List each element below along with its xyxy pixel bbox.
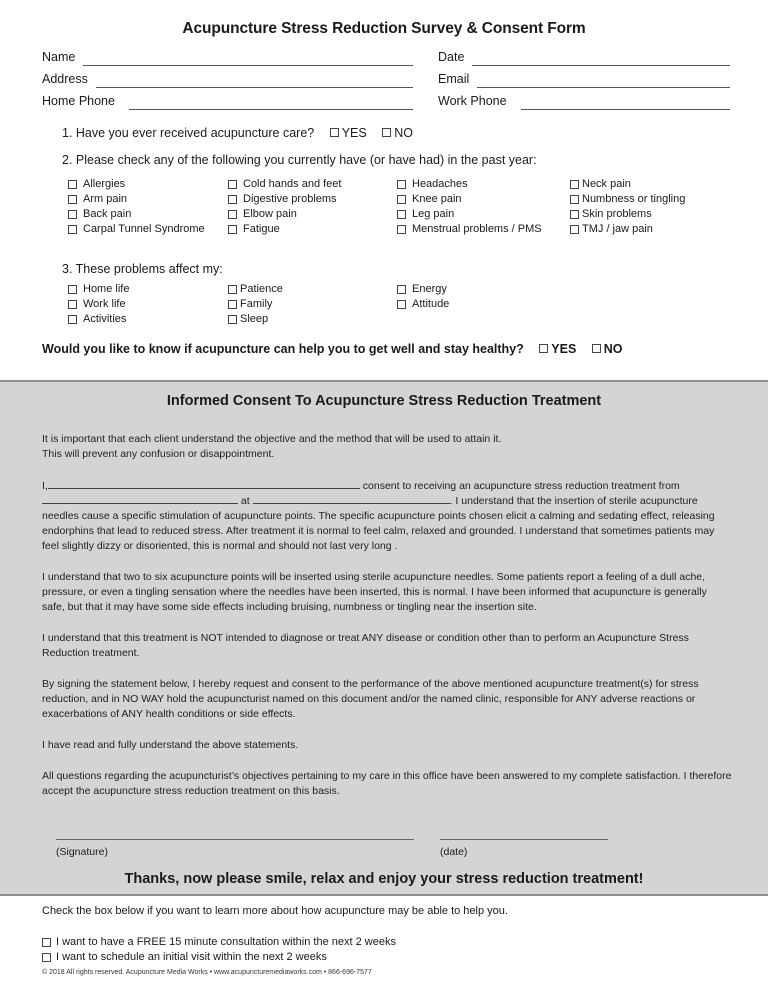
option-label: Fatigue xyxy=(243,223,280,235)
q3-option-patience[interactable] xyxy=(228,282,283,297)
signature-label: (Signature) xyxy=(56,846,108,858)
checkbox-icon[interactable] xyxy=(228,285,237,294)
checkbox-icon[interactable] xyxy=(397,300,406,309)
q2-option-back-pain[interactable] xyxy=(68,207,205,222)
q2-option-cold-hands[interactable] xyxy=(228,177,341,192)
option-label: Energy xyxy=(412,283,447,295)
checkbox-icon[interactable] xyxy=(68,315,77,324)
option-label: Attitude xyxy=(412,298,450,310)
date-input-line[interactable] xyxy=(472,52,730,66)
option-label: Arm pain xyxy=(83,193,128,205)
email-input-line[interactable] xyxy=(477,74,730,88)
q2-option-arm-pain[interactable] xyxy=(68,192,205,207)
q3-option-sleep[interactable] xyxy=(228,312,283,327)
free-consultation-option[interactable] xyxy=(42,936,396,948)
checkbox-icon[interactable] xyxy=(570,225,579,234)
q2-option-knee-pain[interactable] xyxy=(397,192,542,207)
intro-line-2: This will prevent any confusion or disappointment. xyxy=(42,448,275,460)
consent-paragraph-3: I understand that this treatment is NOT intended to diagnose or treat ANY disease or condition other than to perform an Acupuncture Stress Reduction treatment. xyxy=(42,632,689,659)
q3-column-1 xyxy=(68,282,129,327)
q3-option-activities[interactable] xyxy=(68,312,129,327)
checkbox-icon[interactable] xyxy=(68,300,77,309)
checkbox-icon[interactable] xyxy=(228,225,237,234)
email-label: Email xyxy=(438,72,470,86)
copyright-footer: © 2018 All rights reserved. Acupuncture Media Works • www.acupuncturemediaworks.com • 866-696-7577 xyxy=(42,969,372,976)
checkbox-icon[interactable] xyxy=(68,285,77,294)
yes-label: YES xyxy=(551,342,577,356)
address-label: Address xyxy=(42,72,88,86)
option-label: Numbness or tingling xyxy=(582,193,686,205)
home-phone-field[interactable] xyxy=(42,94,413,108)
checkbox-icon[interactable] xyxy=(68,180,77,189)
q3-option-work-life[interactable] xyxy=(68,297,129,312)
name-label: Name xyxy=(42,50,76,64)
consent-title: Informed Consent To Acupuncture Stress Reduction Treatment xyxy=(166,393,602,409)
q2-option-allergies[interactable] xyxy=(68,177,205,192)
q2-option-neck-pain[interactable] xyxy=(570,177,685,192)
option-label: Knee pain xyxy=(412,193,462,205)
checkbox-icon[interactable] xyxy=(68,195,77,204)
name-field[interactable] xyxy=(42,50,413,64)
info-row-1 xyxy=(0,50,768,70)
q2-option-fatigue[interactable] xyxy=(228,222,341,237)
question-2-options xyxy=(68,177,748,239)
date-label: Date xyxy=(438,50,465,64)
acupuncturist-name-blank[interactable] xyxy=(42,494,238,504)
work-phone-label: Work Phone xyxy=(438,94,507,108)
checkbox-icon[interactable] xyxy=(382,128,391,137)
question-1-yes[interactable] xyxy=(330,126,367,140)
option-label: Patience xyxy=(240,283,283,295)
signature-date-line[interactable] xyxy=(440,839,608,840)
checkbox-icon[interactable] xyxy=(570,210,579,219)
option-label: Skin problems xyxy=(582,208,652,220)
option-label: TMJ / jaw pain xyxy=(582,223,653,235)
consent-section xyxy=(0,380,768,896)
checkbox-icon[interactable] xyxy=(397,210,406,219)
date-field[interactable] xyxy=(438,50,730,64)
p1-mid: consent to receiving an acupuncture stress reduction treatment from xyxy=(359,480,680,492)
q2-column-2 xyxy=(228,177,341,237)
checkbox-icon[interactable] xyxy=(228,300,237,309)
info-row-3 xyxy=(0,94,768,114)
question-4-text: Would you like to know if acupuncture can help you to get well and stay healthy? xyxy=(42,342,524,356)
thanks-message: Thanks, now please smile, relax and enjoy your stress reduction treatment! xyxy=(124,871,644,887)
option-label: Activities xyxy=(83,313,127,325)
checkbox-icon[interactable] xyxy=(539,344,548,353)
option-label: Home life xyxy=(83,283,130,295)
signature-line[interactable] xyxy=(56,839,414,840)
consent-paragraph-4: By signing the statement below, I hereby request and consent to the performance of the above mentioned acupuncture treatment(s) for stress reduction, and in NO WAY hold the acupuncturist named on this document and/or the named clinic, responsible for ANY adverse reactions or exacerbations of ANY health conditions or side effects. xyxy=(42,678,699,720)
p1-rest: . I understand that the insertion of sterile acupuncture needles cause a specific stimulation of acupuncture points. The specific acupuncture points chosen elicit a calming and sedating effect, releasing endorphins that lead to reduced stress. After treatment it is normal to feel calm, relaxed and grounded. I understand that sometimes patients may feel slightly dizzy or disoriented, this is normal and should not last very long . xyxy=(42,495,715,552)
q2-column-1 xyxy=(68,177,205,237)
name-input-line[interactable] xyxy=(83,52,413,66)
checkbox-icon[interactable] xyxy=(397,180,406,189)
question-2-text: 2. Please check any of the following you currently have (or have had) in the past year: xyxy=(62,153,537,167)
q2-option-carpal-tunnel[interactable] xyxy=(68,222,205,237)
checkbox-icon[interactable] xyxy=(592,344,601,353)
option-label: I want to have a FREE 15 minute consultation within the next 2 weeks xyxy=(56,936,396,948)
option-label: Cold hands and feet xyxy=(243,178,342,190)
checkbox-icon[interactable] xyxy=(570,195,579,204)
checkbox-icon[interactable] xyxy=(68,210,77,219)
checkbox-icon[interactable] xyxy=(68,225,77,234)
address-field[interactable] xyxy=(42,72,413,86)
option-label: I want to schedule an initial visit within the next 2 weeks xyxy=(56,951,327,963)
q2-option-leg-pain[interactable] xyxy=(397,207,542,222)
home-phone-label: Home Phone xyxy=(42,94,115,108)
q3-column-2 xyxy=(228,282,283,327)
home-phone-input-line[interactable] xyxy=(129,96,413,110)
checkbox-icon[interactable] xyxy=(228,180,237,189)
question-1 xyxy=(62,126,413,140)
checkbox-icon[interactable] xyxy=(228,195,237,204)
question-4-yes[interactable] xyxy=(539,342,576,356)
initial-visit-option[interactable] xyxy=(42,951,327,963)
checkbox-icon[interactable] xyxy=(397,195,406,204)
consent-paragraph-1 xyxy=(42,479,732,554)
option-label: Digestive problems xyxy=(243,193,337,205)
q3-option-home-life[interactable] xyxy=(68,282,129,297)
option-label: Carpal Tunnel Syndrome xyxy=(83,223,205,235)
yes-label: YES xyxy=(341,126,367,140)
q2-column-4 xyxy=(570,177,685,237)
checkbox-icon[interactable] xyxy=(330,128,339,137)
signature-date-label: (date) xyxy=(440,846,468,858)
checkbox-icon[interactable] xyxy=(42,938,51,947)
q2-option-headaches[interactable] xyxy=(397,177,542,192)
form-title: Acupuncture Stress Reduction Survey & Consent Form xyxy=(182,20,586,37)
q3-option-family[interactable] xyxy=(228,297,283,312)
question-1-no[interactable] xyxy=(382,126,413,140)
checkbox-icon[interactable] xyxy=(570,180,579,189)
clinic-name-blank[interactable] xyxy=(253,494,450,504)
intro-line-1: It is important that each client understand the objective and the method that will be used to attain it. xyxy=(42,433,502,445)
info-row-2 xyxy=(0,72,768,92)
option-label: Menstrual problems / PMS xyxy=(412,223,542,235)
consent-paragraph-6: All questions regarding the acupuncturist’s objectives pertaining to my care in this office have been answered to my complete satisfaction. I therefore accept the acupuncture stress reduction treatment on this basis. xyxy=(42,770,732,797)
option-label: Allergies xyxy=(83,178,126,190)
checkbox-icon[interactable] xyxy=(228,315,237,324)
q2-option-menstrual[interactable] xyxy=(397,222,542,237)
checkbox-icon[interactable] xyxy=(397,225,406,234)
client-name-blank[interactable] xyxy=(48,479,360,489)
option-label: Work life xyxy=(83,298,126,310)
question-4-no[interactable] xyxy=(592,342,623,356)
consent-paragraph-2: I understand that two to six acupuncture points will be inserted using sterile acupuncture needles. Some patients report a feeling of a dull ache, pressure, or even a tingling sensation where the needles have been inserted, this is normal. I have been informed that acupuncture is generally safe, but that it may have some side effects including bruising, numbness or tingling near the insertion site. xyxy=(42,571,707,613)
address-input-line[interactable] xyxy=(96,74,413,88)
option-label: Neck pain xyxy=(582,178,631,190)
option-label: Back pain xyxy=(83,208,132,220)
q2-option-skin[interactable] xyxy=(570,207,685,222)
q3-option-energy[interactable] xyxy=(397,282,449,297)
p1-at: at xyxy=(238,495,253,507)
question-4 xyxy=(42,342,623,356)
email-field[interactable] xyxy=(438,72,730,86)
q2-option-tmj[interactable] xyxy=(570,222,685,237)
bottom-intro: Check the box below if you want to learn more about how acupuncture may be able to help you. xyxy=(42,905,508,917)
q2-option-elbow-pain[interactable] xyxy=(228,207,341,222)
q3-option-attitude[interactable] xyxy=(397,297,449,312)
consent-intro xyxy=(42,432,732,462)
work-phone-field[interactable] xyxy=(438,94,730,108)
no-label: NO xyxy=(603,342,623,356)
checkbox-icon[interactable] xyxy=(228,210,237,219)
q2-option-digestive[interactable] xyxy=(228,192,341,207)
p1-prefix: I, xyxy=(42,480,48,492)
no-label: NO xyxy=(394,126,413,140)
option-label: Leg pain xyxy=(412,208,455,220)
q3-column-3 xyxy=(397,282,449,312)
question-3-options xyxy=(68,282,568,330)
checkbox-icon[interactable] xyxy=(42,953,51,962)
option-label: Sleep xyxy=(240,313,269,325)
option-label: Family xyxy=(240,298,273,310)
q2-option-numbness[interactable] xyxy=(570,192,685,207)
question-3-text: 3. These problems affect my: xyxy=(62,262,223,276)
question-1-text: 1. Have you ever received acupuncture care? xyxy=(62,126,315,140)
work-phone-input-line[interactable] xyxy=(521,96,730,110)
checkbox-icon[interactable] xyxy=(397,285,406,294)
consent-paragraph-5: I have read and fully understand the above statements. xyxy=(42,739,299,751)
q2-column-3 xyxy=(397,177,542,237)
option-label: Elbow pain xyxy=(243,208,297,220)
option-label: Headaches xyxy=(412,178,468,190)
